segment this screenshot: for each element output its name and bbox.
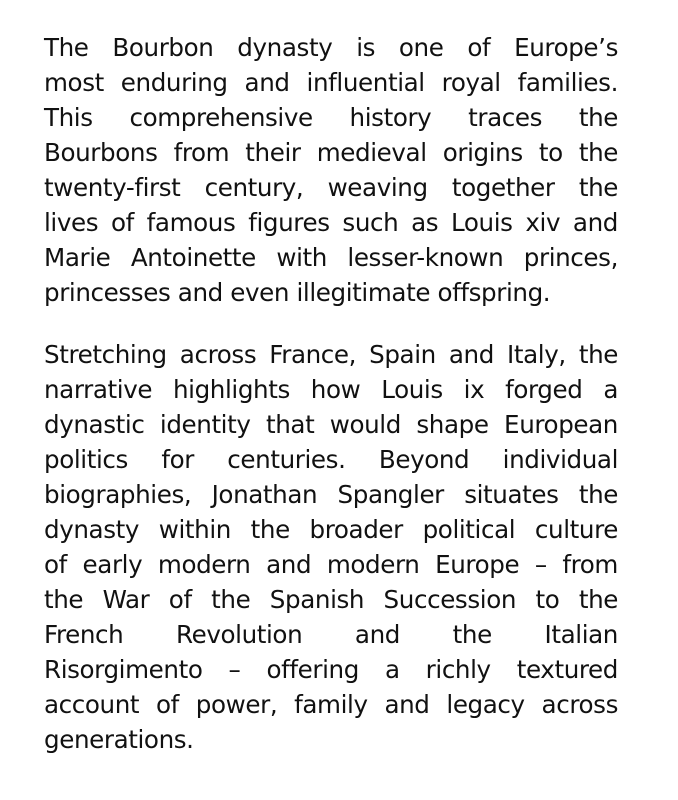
book-description: [44, 30, 618, 757]
description-paragraph-2: [44, 337, 618, 757]
text-line: The Bourbon dynasty is one of Europe’s: [44, 33, 618, 62]
text-line: politics for centuries. Beyond individual: [44, 445, 618, 474]
text-line: twenty-first century, weaving together the: [44, 173, 618, 202]
text-line: biographies, Jonathan Spangler situates the: [44, 480, 618, 509]
text-line: lives of famous figures such as Louis xiv and: [44, 208, 618, 237]
text-line: narrative highlights how Louis ix forged a: [44, 375, 618, 404]
description-paragraph-1: [44, 30, 618, 310]
text-line: Marie Antoinette with lesser-known princes,: [44, 243, 618, 272]
text-line: of early modern and modern Europe – from: [44, 550, 618, 579]
text-line: princesses and even illegitimate offspring.: [44, 278, 551, 307]
text-line: dynasty within the broader political culture: [44, 515, 618, 544]
text-line: Risorgimento – offering a richly textured: [44, 655, 618, 684]
paragraph-gap: [44, 310, 618, 337]
text-line: This comprehensive history traces the: [44, 103, 618, 132]
text-line: most enduring and influential royal families.: [44, 68, 618, 97]
text-line: dynastic identity that would shape European: [44, 410, 618, 439]
text-line: Bourbons from their medieval origins to the: [44, 138, 618, 167]
text-line: the War of the Spanish Succession to the: [44, 585, 618, 614]
text-line: account of power, family and legacy across: [44, 690, 618, 719]
text-line: generations.: [44, 725, 194, 754]
text-line: French Revolution and the Italian: [44, 620, 618, 649]
text-line: Stretching across France, Spain and Italy, the: [44, 340, 618, 369]
